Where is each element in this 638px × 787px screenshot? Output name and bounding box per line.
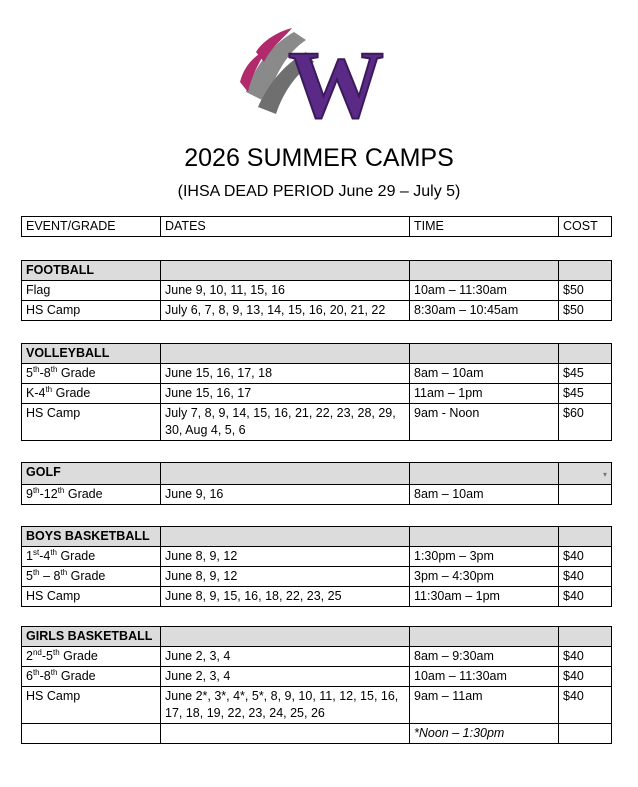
header-table (21, 216, 612, 237)
page-title: 2026 SUMMER CAMPS (184, 144, 454, 172)
section-header-cell (559, 463, 612, 485)
section-header-cell (559, 527, 612, 547)
section-header-cell (161, 463, 410, 485)
school-logo (236, 22, 386, 132)
time-cell: 1:30pm – 3pm (410, 547, 559, 567)
grade-suffix: th (60, 567, 68, 577)
grade-suffix: th (32, 567, 40, 577)
table-row (22, 384, 612, 404)
grade-cell: 5th – 8th Grade (22, 567, 161, 587)
dates-cell: July 7, 8, 9, 14, 15, 16, 21, 22, 23, 28, 29, 30, Aug 4, 5, 6 (161, 404, 410, 441)
grade-cell (22, 724, 161, 744)
grade-suffix: th (32, 667, 40, 677)
table-row (22, 687, 612, 724)
section-header-cell (559, 627, 612, 647)
cost-cell (559, 485, 612, 505)
grade-cell: HS Camp (22, 687, 161, 724)
grade-suffix: th (32, 485, 40, 495)
cost-cell: $40 (559, 567, 612, 587)
dates-cell: June 2*, 3*, 4*, 5*, 8, 9, 10, 11, 12, 15, 16, 17, 18, 19, 22, 23, 24, 25, 26 (161, 687, 410, 724)
section-table (21, 343, 612, 441)
grade-suffix: th (50, 667, 58, 677)
section-name: BOYS BASKETBALL (22, 527, 161, 547)
section-header-cell (410, 344, 559, 364)
time-cell: 8am – 10am (410, 364, 559, 384)
cost-cell (559, 724, 612, 744)
section-table (21, 260, 612, 321)
time-cell: 3pm – 4:30pm (410, 567, 559, 587)
grade-suffix: th (52, 647, 60, 657)
dates-cell: June 8, 9, 12 (161, 547, 410, 567)
grade-cell: K-4th Grade (22, 384, 161, 404)
time-cell: 8am – 9:30am (410, 647, 559, 667)
table-row (22, 587, 612, 607)
dates-cell: June 15, 16, 17, 18 (161, 364, 410, 384)
page-subtitle: (IHSA DEAD PERIOD June 29 – July 5) (177, 183, 461, 200)
grade-cell: HS Camp (22, 404, 161, 441)
table-row (22, 547, 612, 567)
grade-cell: 5th-8th Grade (22, 364, 161, 384)
section-name: GOLF (22, 463, 161, 485)
dates-cell: June 15, 16, 17 (161, 384, 410, 404)
section-name: VOLLEYBALL (22, 344, 161, 364)
dropdown-arrow-icon[interactable]: ▾ (602, 470, 607, 479)
time-cell: 8:30am – 10:45am (410, 301, 559, 321)
header-event: EVENT/GRADE (22, 217, 161, 237)
section-table (21, 462, 612, 505)
grade-suffix: nd (32, 647, 42, 657)
section-header-row (22, 527, 612, 547)
section-header-cell (410, 463, 559, 485)
table-row (22, 567, 612, 587)
grade-suffix: th (32, 364, 40, 374)
time-cell: *Noon – 1:30pm (410, 724, 559, 744)
cost-cell: $40 (559, 667, 612, 687)
time-cell: 8am – 10am (410, 485, 559, 505)
dates-cell: July 6, 7, 8, 9, 13, 14, 15, 16, 20, 21, 22 (161, 301, 410, 321)
time-cell: 10am – 11:30am (410, 281, 559, 301)
grade-cell: 1st-4th Grade (22, 547, 161, 567)
grade-cell: HS Camp (22, 587, 161, 607)
table-row (22, 404, 612, 441)
table-row (22, 485, 612, 505)
dates-cell: June 8, 9, 15, 16, 18, 22, 23, 25 (161, 587, 410, 607)
table-row (22, 667, 612, 687)
grade-cell: 9th-12th Grade (22, 485, 161, 505)
time-cell: 9am - Noon (410, 404, 559, 441)
section-header-cell (559, 344, 612, 364)
dates-cell: June 2, 3, 4 (161, 647, 410, 667)
section-header-cell (410, 261, 559, 281)
table-row (22, 647, 612, 667)
section-header-cell (161, 627, 410, 647)
section-header-row (22, 463, 612, 485)
grade-cell: 2nd-5th Grade (22, 647, 161, 667)
cost-cell: $45 (559, 384, 612, 404)
logo-letter: W (288, 31, 384, 132)
section-header-cell (410, 627, 559, 647)
cost-cell: $50 (559, 281, 612, 301)
cost-cell: $40 (559, 547, 612, 567)
time-cell: 9am – 11am (410, 687, 559, 724)
grade-cell: 6th-8th Grade (22, 667, 161, 687)
section-table (21, 526, 612, 607)
grade-suffix: th (45, 384, 53, 394)
header-cost: COST (559, 217, 612, 237)
dates-cell: June 2, 3, 4 (161, 667, 410, 687)
header-time: TIME (410, 217, 559, 237)
time-cell: 11am – 1pm (410, 384, 559, 404)
cost-cell: $50 (559, 301, 612, 321)
time-cell: 11:30am – 1pm (410, 587, 559, 607)
grade-suffix: th (50, 364, 58, 374)
cost-cell: $40 (559, 587, 612, 607)
section-header-cell (161, 261, 410, 281)
table-row (22, 364, 612, 384)
section-header-cell (410, 527, 559, 547)
dates-cell: June 8, 9, 12 (161, 567, 410, 587)
header-dates: DATES (161, 217, 410, 237)
dates-cell: June 9, 16 (161, 485, 410, 505)
dates-cell (161, 724, 410, 744)
section-header-cell (559, 261, 612, 281)
cost-cell: $45 (559, 364, 612, 384)
time-cell: 10am – 11:30am (410, 667, 559, 687)
cost-cell: $40 (559, 687, 612, 724)
table-row (22, 281, 612, 301)
table-row (22, 301, 612, 321)
section-header-row (22, 261, 612, 281)
grade-suffix: th (57, 485, 65, 495)
section-name: FOOTBALL (22, 261, 161, 281)
grade-suffix: th (50, 547, 57, 557)
section-name: GIRLS BASKETBALL (22, 627, 161, 647)
section-header-row (22, 627, 612, 647)
grade-cell: Flag (22, 281, 161, 301)
section-header-row (22, 344, 612, 364)
dates-cell: June 9, 10, 11, 15, 16 (161, 281, 410, 301)
cost-cell: $60 (559, 404, 612, 441)
grade-suffix: st (32, 547, 40, 557)
section-header-cell (161, 527, 410, 547)
section-header-cell (161, 344, 410, 364)
table-row (22, 724, 612, 744)
grade-cell: HS Camp (22, 301, 161, 321)
section-table (21, 626, 612, 744)
header-row (22, 217, 612, 237)
cost-cell: $40 (559, 647, 612, 667)
